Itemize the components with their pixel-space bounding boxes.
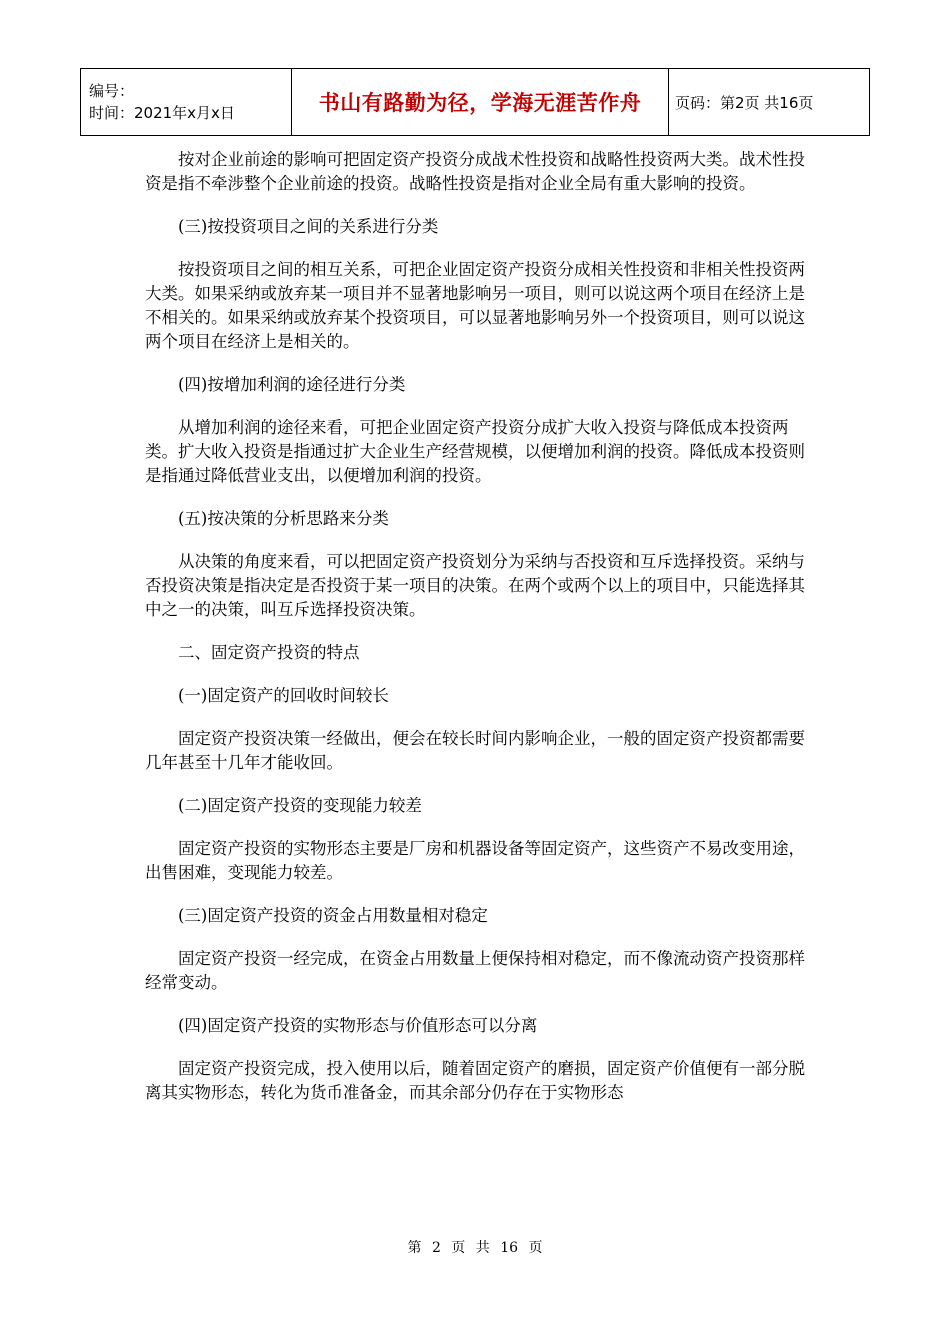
paragraph: 从决策的角度来看，可以把固定资产投资划分为采纳与否投资和互斥选择投资。采纳与否投资决策是指决定是否投资于某一项目的决策。在两个或两个以上的项目中，只能选择其中之一的决策，叫互斥选择投资决策。 — [145, 552, 805, 619]
page-info-cell — [669, 69, 870, 136]
paragraph: 按对企业前途的影响可把固定资产投资分成战术性投资和战略性投资两大类。战术性投资是指不牵涉整个企业前途的投资。战略性投资是指对企业全局有重大影响的投资。 — [145, 150, 805, 193]
paragraph: 固定资产投资一经完成，在资金占用数量上便保持相对稳定，而不像流动资产投资那样经常变动。 — [145, 949, 805, 992]
section-heading: (一)固定资产的回收时间较长 — [178, 686, 389, 705]
section-heading: (四)按增加利润的途径进行分类 — [178, 375, 406, 394]
motto-text: 书山有路勤为径，学海无涯苦作舟 — [318, 91, 642, 115]
header-table — [80, 68, 870, 136]
chapter-heading: 二、固定资产投资的特点 — [178, 643, 360, 662]
number-label: 编号： — [89, 82, 135, 100]
document-body — [145, 148, 805, 1124]
page-info-text: 页码：第2页 共16页 — [675, 93, 814, 112]
section-heading: (四)固定资产投资的实物形态与价值形态可以分离 — [178, 1016, 538, 1035]
section-heading: (三)按投资项目之间的关系进行分类 — [178, 217, 439, 236]
section-heading: (二)固定资产投资的变现能力较差 — [178, 796, 422, 815]
header-meta-cell — [81, 69, 292, 136]
paragraph: 从增加利润的途径来看，可把企业固定资产投资分成扩大收入投资与降低成本投资两类。扩大收入投资是指通过扩大企业生产经营规模，以便增加利润的投资。降低成本投资则是指通过降低营业支出，以便增加利润的投资。 — [145, 418, 805, 485]
page-footer — [0, 1237, 950, 1257]
section-heading: (三)固定资产投资的资金占用数量相对稳定 — [178, 906, 488, 925]
time-label: 时间：2021年x月x日 — [89, 104, 235, 122]
paragraph: 按投资项目之间的相互关系，可把企业固定资产投资分成相关性投资和非相关性投资两大类。如果采纳或放弃某一项目并不显著地影响另一项目，则可以说这两个项目在经济上是不相关的。如果采纳或放弃某个投资项目，可以显著地影响另外一个投资项目，则可以说这两个项目在经济上是相关的。 — [145, 260, 805, 351]
motto-cell — [292, 69, 669, 136]
footer-page-number: 第 2 页 共 16 页 — [407, 1240, 543, 1256]
paragraph: 固定资产投资决策一经做出，便会在较长时间内影响企业，一般的固定资产投资都需要几年甚至十几年才能收回。 — [145, 729, 805, 772]
paragraph: 固定资产投资完成，投入使用以后，随着固定资产的磨损，固定资产价值便有一部分脱离其实物形态，转化为货币准备金，而其余部分仍存在于实物形态 — [145, 1059, 805, 1102]
paragraph: 固定资产投资的实物形态主要是厂房和机器设备等固定资产，这些资产不易改变用途，出售困难，变现能力较差。 — [145, 839, 805, 882]
section-heading: (五)按决策的分析思路来分类 — [178, 509, 389, 528]
